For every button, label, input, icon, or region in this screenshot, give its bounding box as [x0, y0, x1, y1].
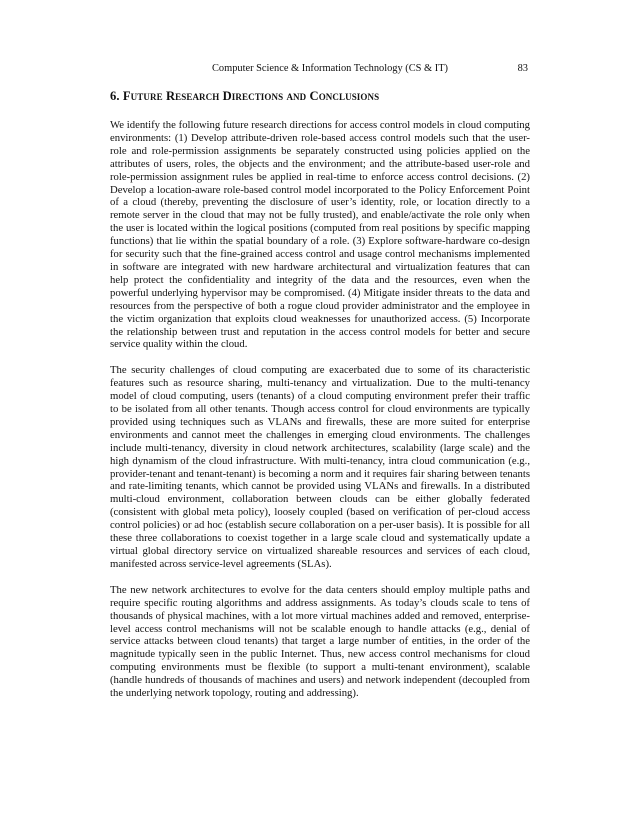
section-heading: 6. Future Research Directions and Conclusions [110, 89, 380, 103]
section-body [110, 119, 530, 713]
running-header [110, 62, 528, 76]
page-number: 83 [517, 63, 528, 74]
paragraph: We identify the following future research directions for access control models in cloud computing environments: (1) Develop attribute-driven role-based access control models such that the user-role and role-permission assignments be separately constructed using policies applied on the attributes of users, roles, the objects and the environment; and the attribute-based user-role and role-permission assignment rules be applied in real-time to enforce access control decisions. (2) Develop a location-aware role-based control model incorporated to the Policy Enforcement Point of a cloud (thereby, preventing the disclosure of user’s identity, role, or location directly to a remote server in the cloud that may not be fully trusted), and enable/activate the role only when the user is located within the logical positions (computed from real positions by specific mapping functions) that lie within the spatial boundary of a role. (3) Explore software-hardware co-design for security such that the fine-grained access control and usage control mechanisms implemented in software are integrated with new hardware architectural and virtualization features that can help protect the confidentiality and integrity of the data and the resources, even when the powerful underlying hypervisor may be compromised. (4) Mitigate insider threats to the data and resources from the perspective of both a rogue cloud provider administrator and the employee in the victim organization that exploits cloud weaknesses for unauthorized access. (5) Incorporate the relationship between trust and reputation in the access control models for better and secure service quality within the cloud. [110, 119, 530, 351]
paragraph: The security challenges of cloud computing are exacerbated due to some of its characteristic features such as resource sharing, multi-tenancy and virtualization. Due to the multi-tenancy model of cloud computing, users (tenants) of a cloud computing environment prefer their traffic to be isolated from all other tenants. Though access control for cloud environments are typically provided using techniques such as VLANs and firewalls, these are more suited for enterprise environments and cannot meet the challenges in emerging cloud environments. The challenges include multi-tenancy, diversity in cloud network architectures, scalability (large scale) and the high dynamism of the cloud infrastructure. With multi-tenancy, intra cloud communication (e.g., provider-tenant and tenant-tenant) is becoming a norm and it requires fair sharing between tenants and rate-limiting tenants, which cannot be provided using VLANs and firewalls. In a distributed multi-cloud environment, collaboration between clouds can be either globally federated (consistent with global meta policy), loosely coupled (based on verification of per-cloud access control policies) or ad hoc (establish secure collaboration on a per-user basis). It is possible for all these three collaborations to coexist together in a large scale cloud and systematically update a virtual global directory service on virtualized shareable resources and services of each cloud, manifested across service-level agreements (SLAs). [110, 364, 530, 570]
paragraph: The new network architectures to evolve for the data centers should employ multiple paths and require specific routing algorithms and address assignments. As today’s clouds scale to tens of thousands of physical machines, with a lot more virtual machines added and removed, enterprise-level access control mechanisms will not be scalable enough to handle attacks (e.g., denial of service attacks between cloud tenants) that target a large number of entities, in the order of the magnitude typically seen in the public Internet. Thus, new access control mechanisms for cloud computing environments must be flexible (to support a multi-tenant environment), scalable (handle hundreds of thousands of machines and users) and network independent (decoupled from the underlying network topology, routing and addressing). [110, 583, 530, 700]
journal-title: Computer Science & Information Technology (CS & IT) [212, 63, 448, 74]
